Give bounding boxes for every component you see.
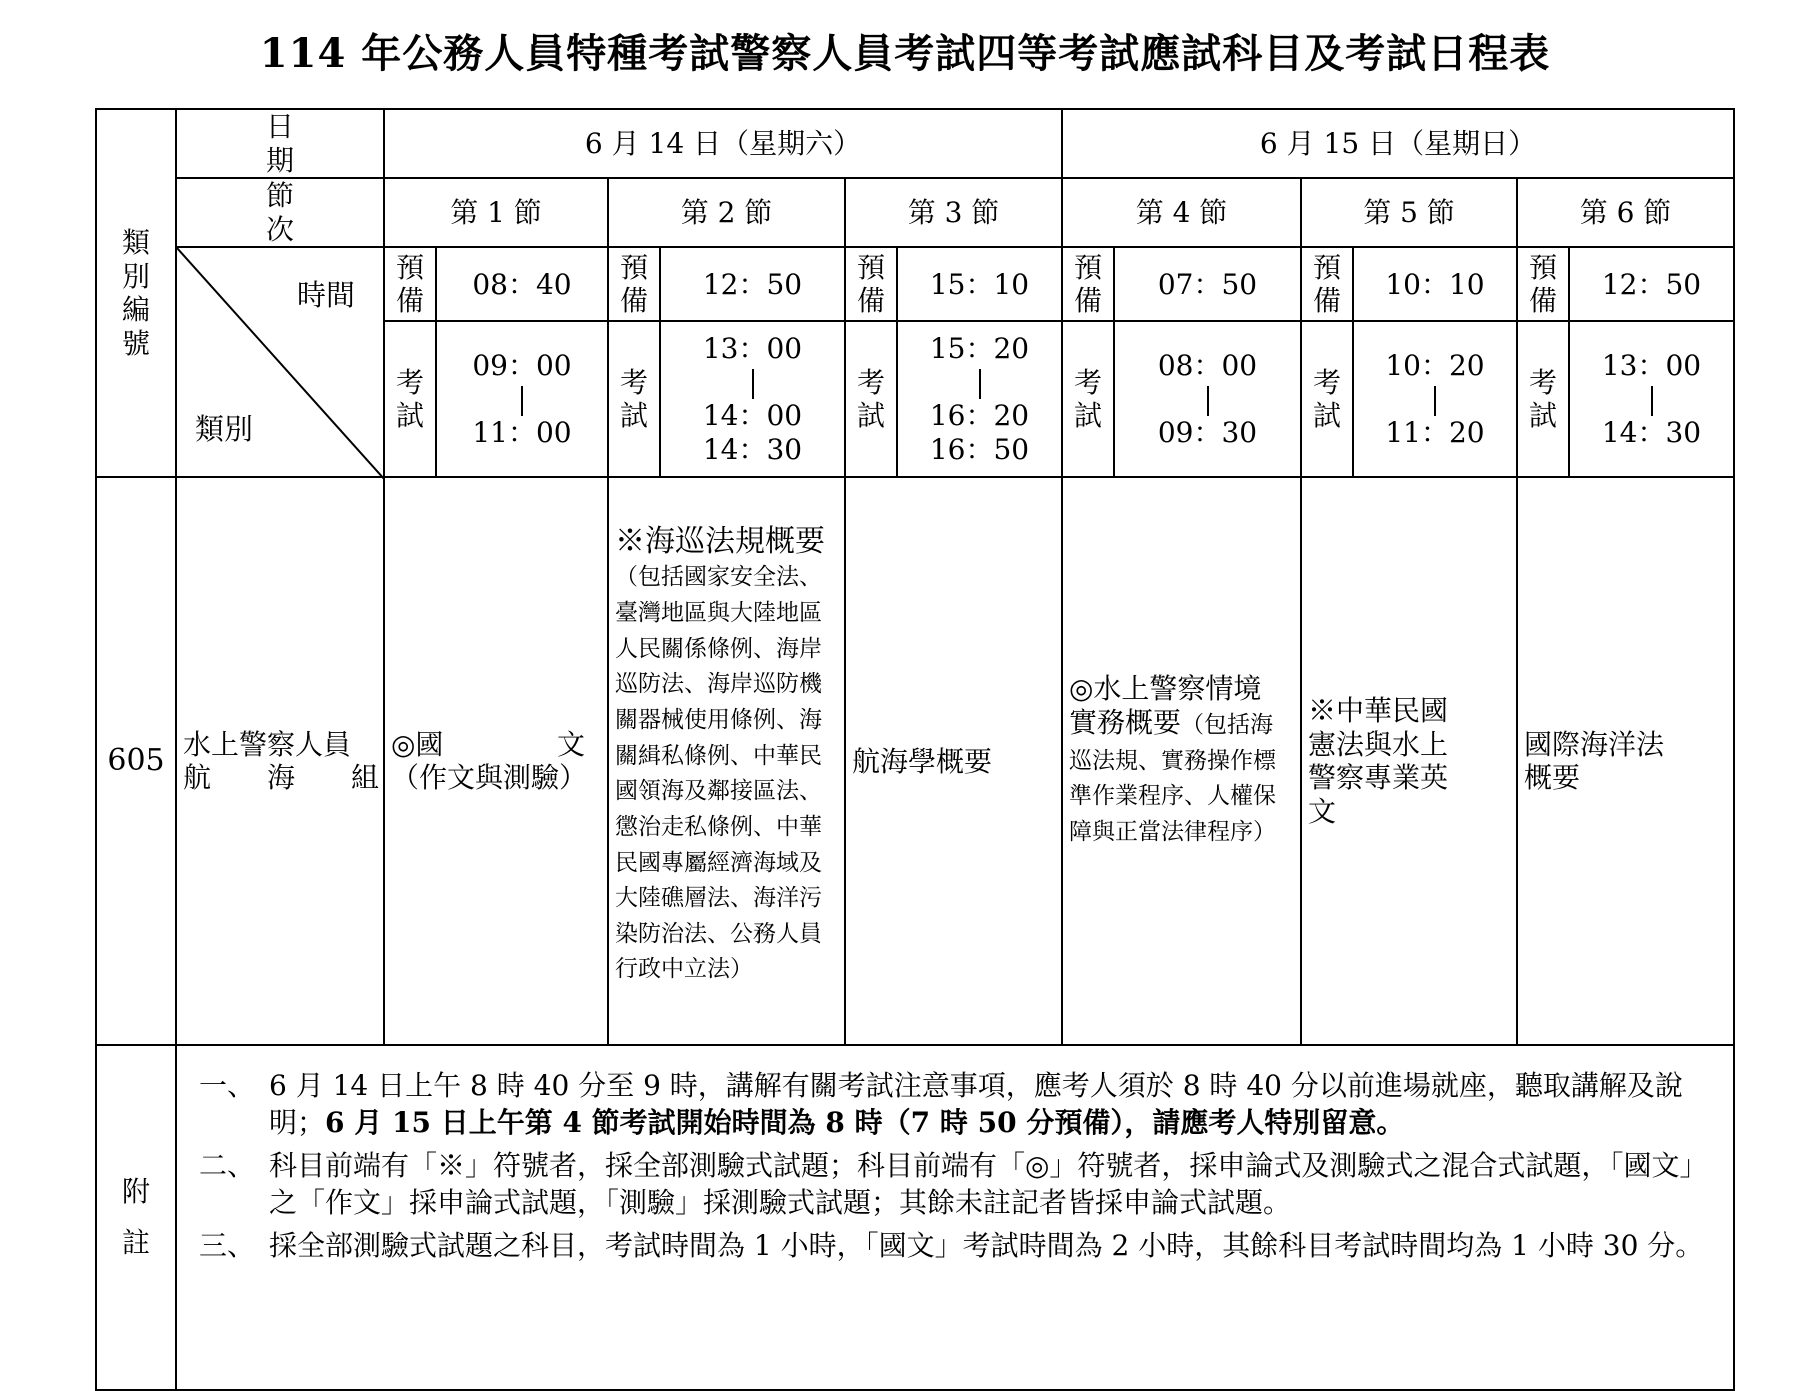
vertical-char: 考 — [1528, 365, 1557, 399]
note-text — [269, 1068, 1713, 1142]
exam-mark-5 — [1301, 321, 1353, 477]
subject-session-4 — [1062, 477, 1301, 1045]
category-name-line2 — [183, 761, 383, 795]
vertical-char: 預 — [1528, 250, 1557, 284]
schedule-table — [95, 108, 1735, 1391]
notes-label-cell — [96, 1045, 176, 1390]
vertical-char: 預 — [619, 250, 648, 284]
subject-5-lines — [1308, 694, 1510, 828]
vertical-char: 備 — [395, 284, 424, 318]
prep-mark-6 — [1517, 247, 1569, 321]
exam-time-3 — [897, 321, 1062, 477]
subject-5-line: 文 — [1308, 794, 1337, 828]
time-label: 時間 — [296, 278, 355, 313]
page-title: 114 年公務人員特種考試警察人員考試四等考試應試科目及考試日程表 — [259, 30, 1551, 77]
prep-mark-4 — [1062, 247, 1114, 321]
exam-end-time: 14：00 — [702, 399, 803, 433]
prep-time-4: 07：50 — [1114, 247, 1301, 321]
subject-2-detail-line: 關緝私條例、中華民 — [615, 742, 822, 769]
date-day1: 6 月 14 日（星期六） — [384, 109, 1062, 178]
exam-mark-1 — [384, 321, 436, 477]
subject-4-detail-first: （包括海 — [1181, 711, 1274, 738]
exam-extended-end-time: 14：30 — [702, 432, 803, 466]
category-char: 航 — [183, 761, 212, 795]
exam-time-6 — [1569, 321, 1734, 477]
date-label: 日 期 — [176, 109, 384, 178]
session-1: 第 1 節 — [384, 178, 608, 247]
vertical-char: 備 — [1312, 284, 1341, 318]
note-item — [199, 1148, 1713, 1222]
note-number: 一、 — [199, 1069, 256, 1103]
diagonal-header — [176, 247, 384, 477]
session-4: 第 4 節 — [1062, 178, 1301, 247]
time-range-bar — [661, 366, 844, 400]
category-name — [176, 477, 384, 1045]
vertical-char: 考 — [395, 365, 424, 399]
subject-4-detail-line: 障與正當法律程序） — [1069, 818, 1276, 845]
subject-4-title-2-text: 實務概要 — [1069, 705, 1182, 739]
subject-5-line: ※中華民國 — [1308, 694, 1449, 728]
exam-mark-6 — [1517, 321, 1569, 477]
subject-6-lines — [1524, 728, 1727, 795]
exam-mark-2 — [608, 321, 660, 477]
subject-2-detail-line: 懲治走私條例、中華 — [615, 813, 822, 840]
note-item — [199, 1068, 1713, 1142]
subject-1-sub: （作文與測驗） — [391, 761, 588, 795]
note-text-plain: 科目前端有「※」符號者，採全部測驗式試題；科目前端有「◎」符號者，採申論式及測驗式之混合式試題，「國文」之「作文」採申論式試題，「測驗」採測驗式試題；其餘未註記者皆採申論式試題。 — [269, 1149, 1708, 1220]
vertical-char: 號 — [121, 326, 150, 360]
subject-session-6 — [1517, 477, 1734, 1045]
subject-1-title-part: 文 — [556, 727, 585, 761]
prep-time-5: 10：10 — [1353, 247, 1517, 321]
date-day2: 6 月 15 日（星期日） — [1062, 109, 1734, 178]
subject-2-detail-line: 關器械使用條例、海 — [615, 706, 822, 733]
exam-end-time: 14：30 — [1601, 416, 1702, 450]
category-label: 類別 — [195, 411, 254, 446]
time-range-bar — [1115, 383, 1300, 417]
vertical-char: 預 — [1312, 250, 1341, 284]
vertical-char: 別 — [121, 259, 150, 293]
vertical-char: 試 — [619, 399, 648, 433]
time-range-bar — [437, 383, 607, 417]
note-text — [269, 1148, 1713, 1222]
subject-session-3: 航海學概要 — [845, 477, 1062, 1045]
time-range-bar — [1354, 383, 1516, 417]
category-char: 組 — [350, 761, 379, 795]
note-text-bold: 6 月 15 日上午第 4 節考試開始時間為 8 時（7 時 50 分預備），請應考人特別留意。 — [325, 1106, 1405, 1140]
note-text — [269, 1228, 1713, 1265]
prep-time-1: 08：40 — [436, 247, 608, 321]
subject-2-detail-line: 巡防法、海岸巡防機 — [615, 671, 822, 698]
vertical-char: 註 — [121, 1225, 150, 1259]
session-5: 第 5 節 — [1301, 178, 1517, 247]
vertical-char: 備 — [856, 284, 885, 318]
exam-start-time: 13：00 — [702, 332, 803, 366]
exam-start-time: 13：00 — [1601, 348, 1702, 382]
subject-2-title: ※海巡法規概要 — [615, 524, 825, 560]
subject-session-1 — [384, 477, 608, 1045]
session-3: 第 3 節 — [845, 178, 1062, 247]
subject-2-detail-line: 行政中立法） — [615, 956, 753, 983]
exam-time-5 — [1353, 321, 1517, 477]
subject-4-detail-line: 準作業程序、人權保 — [1069, 783, 1276, 810]
vertical-char: 考 — [619, 365, 648, 399]
subject-6-line: 概要 — [1524, 761, 1581, 795]
vertical-char: 預 — [856, 250, 885, 284]
vertical-char: 考 — [1073, 365, 1102, 399]
exam-time-1 — [436, 321, 608, 477]
vertical-char: 附 — [121, 1175, 150, 1209]
prep-mark-1 — [384, 247, 436, 321]
vertical-char: 編 — [121, 293, 150, 327]
session-2: 第 2 節 — [608, 178, 845, 247]
prep-time-6: 12：50 — [1569, 247, 1734, 321]
vertical-char: 試 — [1312, 399, 1341, 433]
time-range-bar — [1570, 383, 1733, 417]
subject-6-line: 國際海洋法 — [1524, 727, 1665, 761]
note-text-plain: 6 月 14 日上午 8 時 40 分至 9 時，講解有關考試注意事項，應考人須於 8 時 40 分以前進場就座，聽取講解及說明； — [269, 1069, 1683, 1140]
note-text-plain: 採全部測驗式試題之科目，考試時間為 1 小時，「國文」考試時間為 2 小時，其餘科目考試時間均為 1 小時 30 分。 — [269, 1229, 1704, 1263]
vertical-char: 試 — [1073, 399, 1102, 433]
prep-time-2: 12：50 — [660, 247, 845, 321]
subject-2-detail-line: 大陸礁層法、海洋污 — [615, 885, 822, 912]
prep-mark-5 — [1301, 247, 1353, 321]
subject-4-detail-line: 巡法規、實務操作標 — [1069, 747, 1276, 774]
vertical-char: 試 — [1528, 399, 1557, 433]
subject-4-title-2 — [1069, 706, 1294, 744]
vertical-char: 類 — [121, 226, 150, 259]
time-range-bar — [898, 366, 1061, 400]
exam-extended-end-time: 16：50 — [929, 432, 1030, 466]
exam-start-time: 15：20 — [929, 332, 1030, 366]
note-item — [199, 1228, 1713, 1265]
subject-2-detail — [615, 560, 838, 988]
note-number: 二、 — [199, 1149, 256, 1183]
vertical-char: 試 — [395, 399, 424, 433]
subject-2-detail-line: 國領海及鄰接區法、 — [615, 778, 822, 805]
vertical-char: 考 — [1312, 365, 1341, 399]
exam-time-4 — [1114, 321, 1301, 477]
subject-4-detail — [1069, 744, 1294, 851]
exam-start-time: 09：00 — [472, 348, 572, 382]
exam-end-time: 16：20 — [929, 399, 1030, 433]
exam-end-time: 09：30 — [1157, 416, 1258, 450]
notes-list — [199, 1068, 1713, 1265]
category-number-label — [97, 226, 175, 360]
category-name-line1: 水上警察人員 — [183, 727, 352, 761]
category-code: 605 — [96, 477, 176, 1045]
vertical-char: 備 — [1528, 284, 1557, 318]
exam-mark-4 — [1062, 321, 1114, 477]
category-number-header — [96, 109, 176, 477]
notes-body — [176, 1045, 1734, 1390]
prep-mark-3 — [845, 247, 897, 321]
prep-time-3: 15：10 — [897, 247, 1062, 321]
exam-time-2 — [660, 321, 845, 477]
vertical-char: 考 — [856, 365, 885, 399]
exam-start-time: 10：20 — [1385, 348, 1485, 382]
exam-start-time: 08：00 — [1157, 348, 1258, 382]
subject-2-detail-line: 染防治法、公務人員 — [615, 920, 822, 947]
session-label: 節 次 — [176, 178, 384, 247]
vertical-char: 預 — [395, 250, 424, 284]
note-number: 三、 — [199, 1229, 256, 1263]
prep-mark-2 — [608, 247, 660, 321]
vertical-char: 試 — [856, 399, 885, 433]
session-6: 第 6 節 — [1517, 178, 1734, 247]
subject-1-title — [391, 728, 601, 762]
vertical-char: 備 — [619, 284, 648, 318]
subject-4-title-1: ◎水上警察情境 — [1069, 672, 1262, 706]
vertical-char: 預 — [1073, 250, 1102, 284]
exam-mark-3 — [845, 321, 897, 477]
category-char: 海 — [266, 761, 295, 795]
subject-1-title-part: ◎國 — [391, 727, 444, 761]
vertical-char: 備 — [1073, 284, 1102, 318]
subject-2-detail-line: 民國專屬經濟海域及 — [615, 849, 822, 876]
subject-2-detail-line: （包括國家安全法、 — [615, 564, 822, 591]
exam-end-time: 11：00 — [472, 416, 572, 450]
subject-2-detail-line: 人民關係條例、海岸 — [615, 635, 822, 662]
subject-session-2 — [608, 477, 845, 1045]
exam-end-time: 11：20 — [1385, 416, 1485, 450]
subject-2-detail-line: 臺灣地區與大陸地區 — [615, 600, 822, 627]
subject-5-line: 憲法與水上 — [1308, 727, 1449, 761]
subject-5-line: 警察專業英 — [1308, 761, 1449, 795]
subject-session-5 — [1301, 477, 1517, 1045]
notes-label — [97, 1167, 175, 1268]
